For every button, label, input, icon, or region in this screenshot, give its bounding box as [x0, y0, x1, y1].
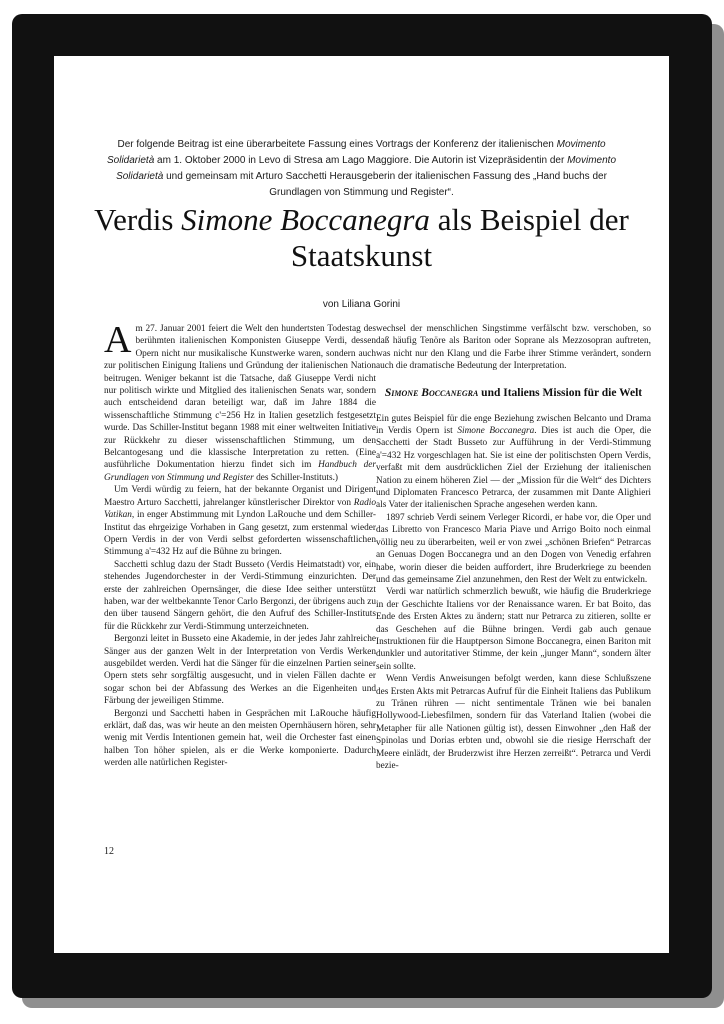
- paragraph: Wenn Verdis Anweisungen befolgt werden, kann diese Schlußszene des Ersten Akts mit Petrarcas Aufruf für die Einheit Italiens das Publikum zu Tränen rühren — nicht sentimentale Tränen wie bei banalen Hollywood-Liebesfilmen, sondern für das Vaterland Italien (wobei die Metapher für alle Nationen gültig ist), dessen Einwohner „den Haß der Spinolas und Dorias erbten und, obwohl sie die riesige Herrschaft der Meere einlädt, der Bruderzwist ihre Herzen zerreißt“. Petrarca und Verdi bezie-: [376, 674, 651, 771]
- paragraph: wechsel der menschlichen Singstimme verfälscht bzw. verschoben, so daß häufig Tenöre als Bariton oder Soprane als Mezzosopran auftreten, was nicht nur den Klang und die Farbe ihrer Stimme verändert, sondern auch die dramatische Bedeutung der Interpretation.: [376, 324, 651, 372]
- column-left: [104, 319, 377, 770]
- intro-italic-2: Movimento Solidarietà: [116, 155, 616, 182]
- paragraph: Sacchetti schlug dazu der Stadt Busseto (Verdis Heimatstadt) vor, ein stehendes Jugendorchester in der Verdi-Stimmung einzurichten. Der erste der zahlreichen Opernsänger, die diese Idee seither unterstützt haben, war der weltbekannte Tenor Carlo Bergonzi, der übrigens auch zu den über tausend Sängern gehört, die den Aufruf des Schiller-Instituts für die Rückkehr zur Verdi-Stimmung unterzeichneten.: [104, 559, 376, 632]
- section-heading-text: und Italiens Mission für die Welt: [478, 386, 643, 399]
- paragraph-text: , in enger Abstimmung mit Lyndon LaRouche und dem Schiller-Institut das ehrgeizige Vorhaben in Gang gesetzt, zum erstenmal wieder Opern Verdis in der von Verdi selbst geforderten wissenschaftlichen Stimmung a'=432 Hz auf die Bühne zu bringen.: [104, 510, 376, 558]
- title-italic: Simone Boccanegra: [181, 202, 430, 237]
- paragraph-text: . Dies ist auch die Oper, die Sacchetti der Stadt Busseto zur Aufführung in der Verdi-Stimmung a'=432 Hz vorgeschlagen hat. Sie ist eine der politischsten Opern Verdis, verfaßt mit dem ausdrücklichen Ziel der Erziehung der italienischen Nation zu einem höheren Ziel — der „Mission für die Welt“ des Dichters und Diplomaten Francesco Petrarca, der zusammen mit Dante Alighieri als Vater der italienischen Sprache angesehen werden kann.: [376, 426, 651, 511]
- intro-text-2: am 1. Oktober 2000 in Levo di Stresa am Lago Maggiore. Die Autorin ist Vizepräsidentin der: [154, 155, 568, 166]
- opera-title: Simone Boccanegra: [457, 426, 535, 437]
- intro-note: [104, 137, 619, 201]
- page-number: 12: [104, 846, 114, 857]
- paragraph: Bergonzi und Sacchetti haben in Gesprächen mit LaRouche häufig erklärt, daß das, was wir heute an den meisten Opernhäusern hören, sehr wenig mit Verdis Intentionen gemein hat, weil die Orchester fast einen halben Ton höher spielen, als er die Werke komponierte. Dadurch werden alle natürlichen Register-: [104, 708, 376, 769]
- radio-vatikan: Radio Vatikan: [104, 497, 376, 521]
- intro-text-3: und gemeinsam mit Arturo Sacchetti Herausgeberin der italienischen Fassung des „Hand buchs der Grundlagen von Stimmung und Register“.: [163, 171, 607, 198]
- paragraph-text: des Schiller-Instituts.): [253, 472, 339, 483]
- document-page: [54, 56, 669, 953]
- paragraph-text: Ein gutes Beispiel für die enge Beziehung zwischen Belcanto und Drama in Verdis Opern ist: [376, 413, 651, 437]
- paragraph: Bergonzi leitet in Busseto eine Akademie, in der jedes Jahr zahlreiche Sänger aus der ganzen Welt in der Interpretation von Verdis Werken ausgebildet werden. Verdi hat die Sänger für die einzelnen Partien seiner Opern stets sehr sorgfältig ausgesucht, und in vielen Fällen dachte er sogar schon bei der Abfassung des Werkes an die Eigenheiten und Färbung der jeweiligen Stimme.: [104, 634, 376, 707]
- article-title: [74, 202, 649, 274]
- title-part-1: Verdis: [94, 202, 182, 237]
- paragraph: 1897 schrieb Verdi seinem Verleger Ricordi, er habe vor, die Oper und das Libretto von Francesco Maria Piave und Arrigo Boito noch einmal völlig neu zu überarbeiten, weil er von zwei „schönen Briefen“ Petrarcas an Genuas Dogen Boccanegra und an den Dogen von Venedig erfahren habe, worin dieser die beiden auffordert, ihre Bruderkriege zu beenden und das gemeinsame Ziel anzunehmen, den Rest der Welt zu entwickeln.: [376, 512, 651, 585]
- paragraph-text: m 27. Januar 2001 feiert die Welt den hundertsten Todestag des berühmten italienischen Komponisten Giuseppe Verdi, dessen Opern nicht nur musikalische Kunstwerke waren, sondern auch zur politischen Einigung Italiens und Gründung der italienischen Nation beitrugen. Weniger bekannt ist die Tatsache, daß Giuseppe Verdi nicht nur politisch wirkte und Mitglied des italienischen Senats war, sondern auch entscheidend daran beteiligt war, daß im Jahre 1884 die wissenschaftliche Stimmung c'=256 Hz in Italien gesetzlich festgesetzt wurde. Das Schiller-Institut begann 1988 mit einer weltweiten Initiative zur Rückkehr zu dieser wissenschaftlichen Stimmung, um den Belcantogesang und die klassische Interpretation zu retten. (Eine ausführliche Dokumentation hierzu findet sich im: [104, 324, 376, 471]
- paragraph: [376, 413, 651, 512]
- paragraph: [104, 319, 377, 484]
- intro-text-1: Der folgende Beitrag ist eine überarbeitete Fassung eines Vortrags der Konferenz der italienischen: [117, 139, 557, 150]
- intro-italic-1: Movimento Solidarietà: [107, 139, 606, 166]
- paragraph: Verdi war natürlich schmerzlich bewußt, wie häufig die Bruderkriege in der Geschichte Italiens vor der Renaissance waren. Er bat Boito, das Ende des Ersten Aktes zu ändern; statt nur Petrarca zu zitieren, sollte er das Geschehen auf die Bühne bringen. Verdi gab auch genaue Instruktionen für die Hauptperson Simone Boccanegra, einen Bariton mit dunkler und autoritativer Stimme, der kein „junger Mann“, sondern älter sein sollte.: [376, 587, 651, 672]
- paragraph: [104, 484, 376, 558]
- drop-cap: A: [104, 319, 132, 361]
- handbook-title: Handbuch der Grundlagen von Stimmung und Register: [104, 460, 377, 483]
- section-heading-italic: Simone Boccanegra: [384, 386, 479, 399]
- title-part-2: als Beispiel der Staatskunst: [290, 202, 629, 273]
- column-right: [376, 323, 651, 772]
- byline: von Liliana Gorini: [322, 299, 401, 310]
- paragraph-text: Um Verdi würdig zu feiern, hat der bekannte Organist und Dirigent Maestro Arturo Sacchetti, jahrelanger künstlerischer Direktor von: [104, 485, 376, 508]
- section-heading: [376, 386, 651, 401]
